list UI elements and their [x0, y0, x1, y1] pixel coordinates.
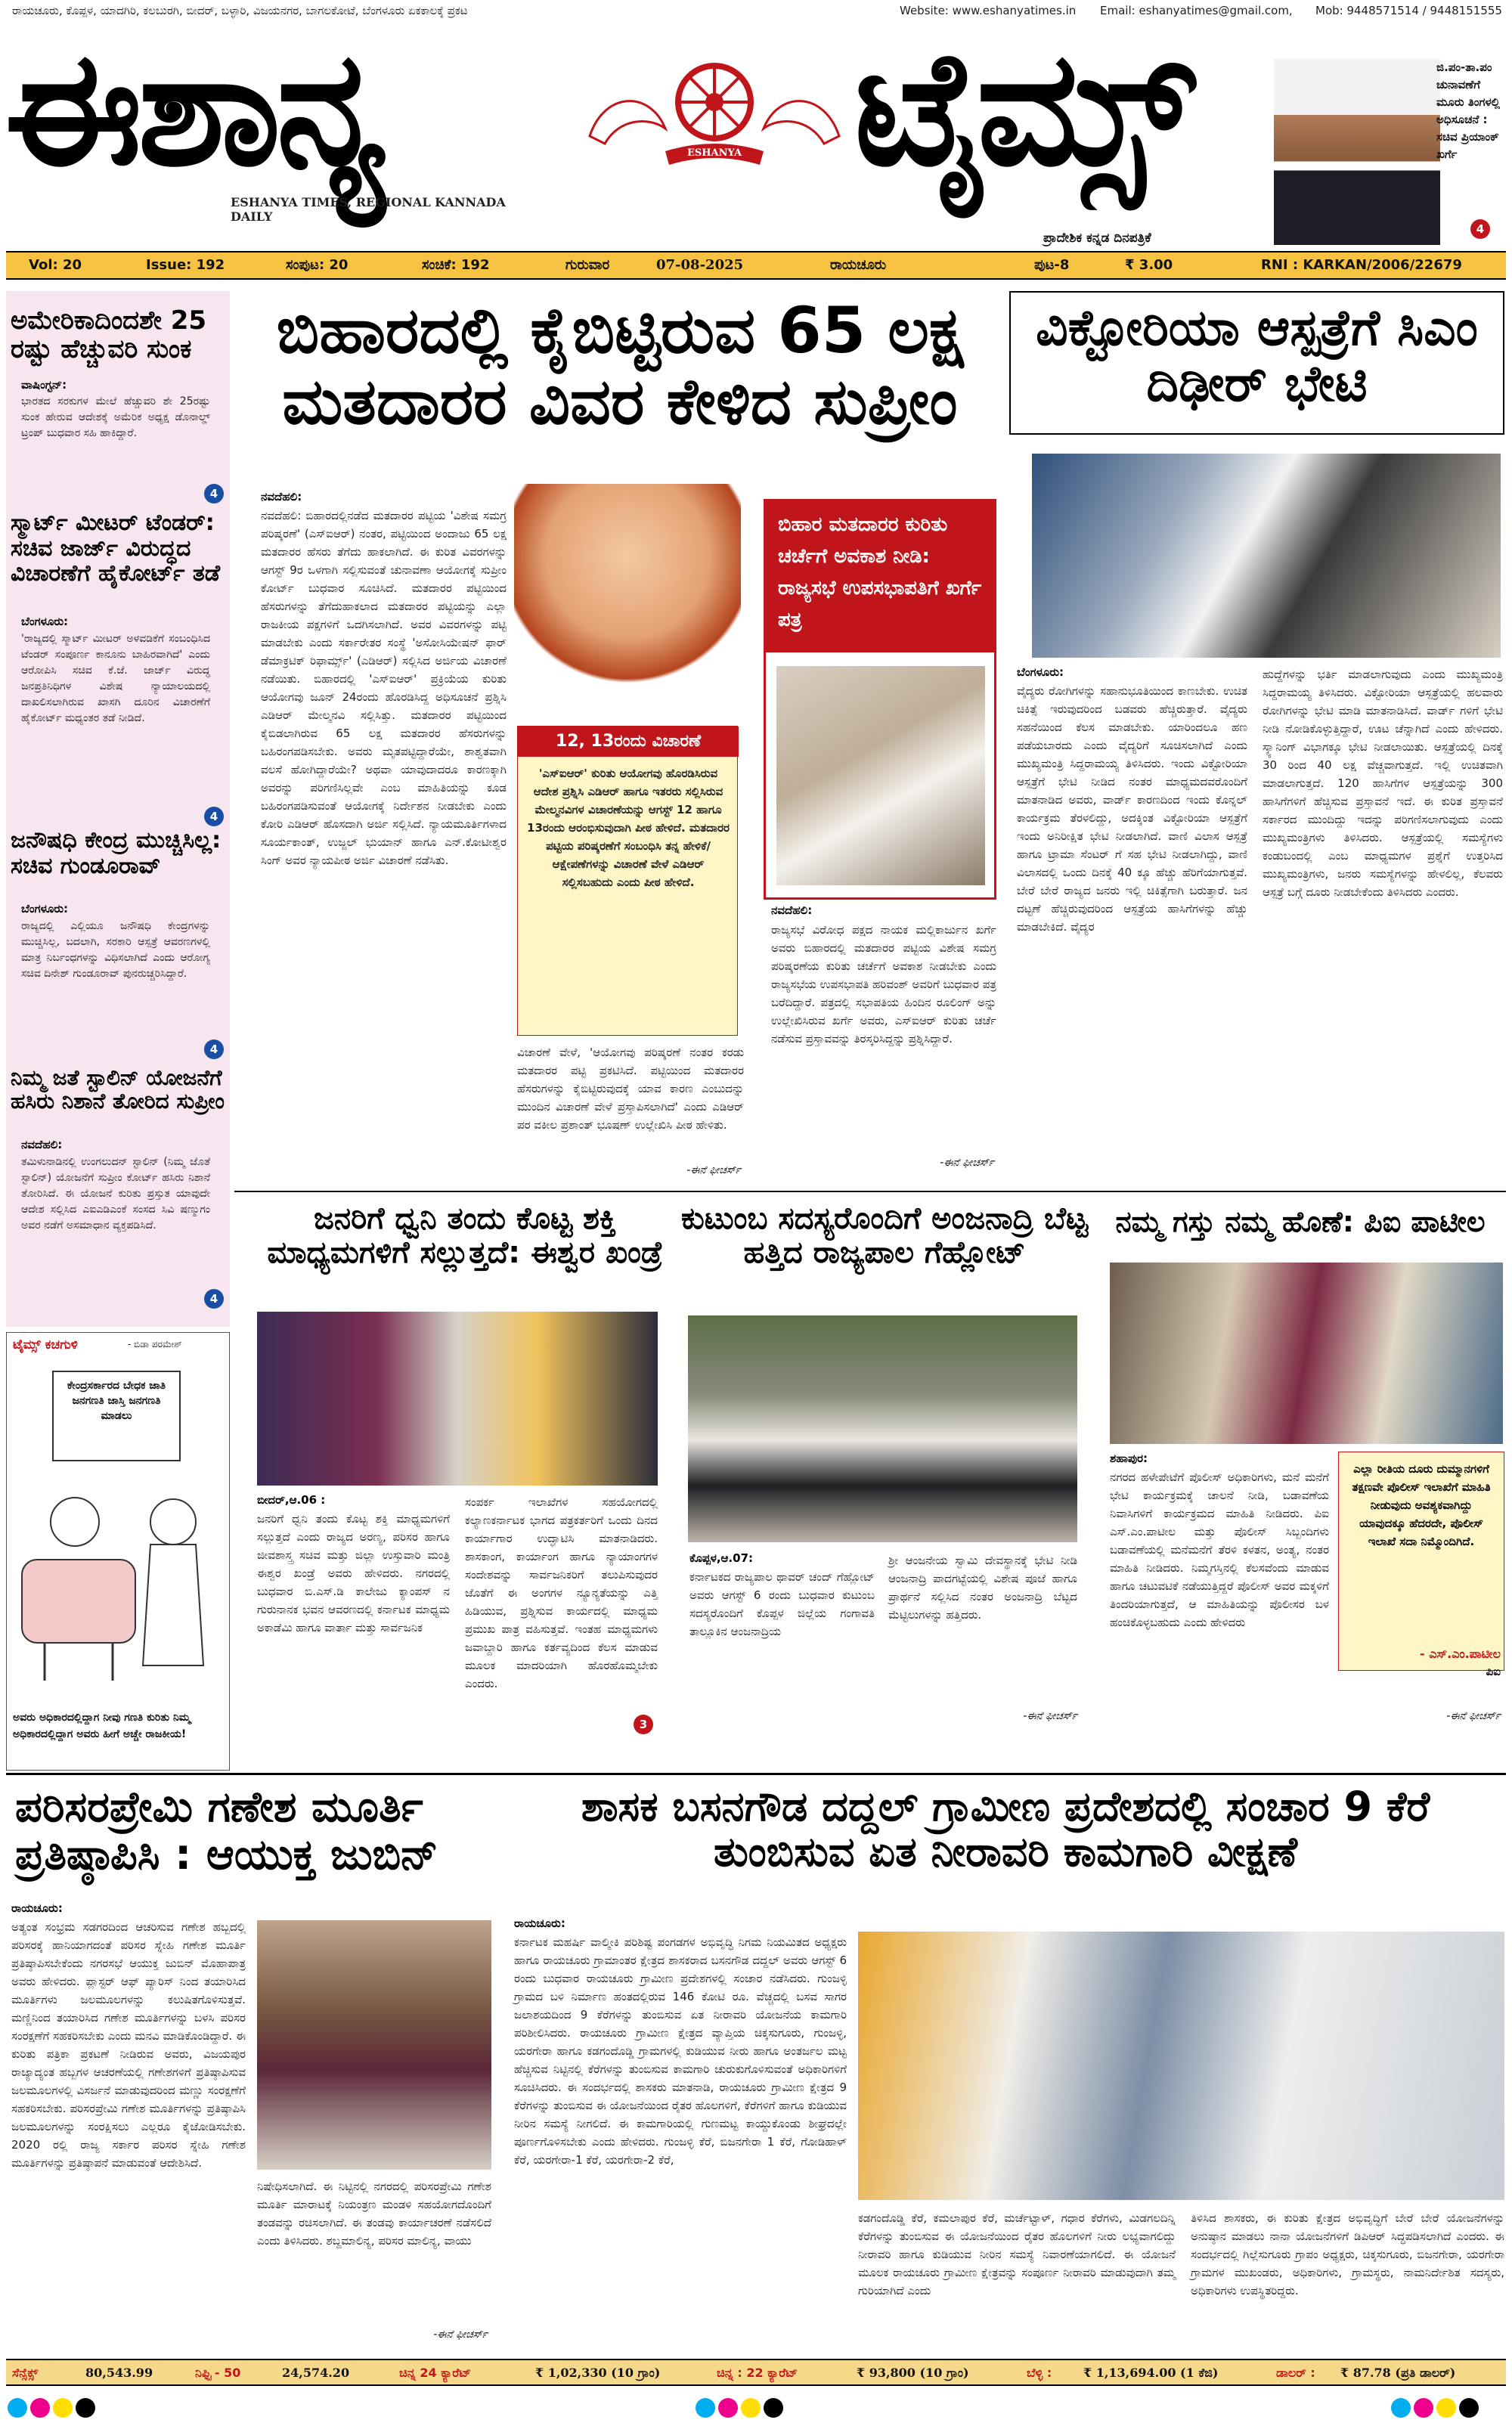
- reg-dot: [718, 2398, 738, 2418]
- info-bar: [6, 251, 1506, 280]
- ticker-value: ₹ 1,13,694.00 (1 ಕೆಜಿ): [1083, 2366, 1219, 2380]
- ganesha-body-bottom: ನಿಷೇಧಿಸಲಾಗಿದೆ. ಈ ನಿಟ್ಟಿನಲ್ಲಿ ನಗರದಲ್ಲಿ ಪರಿಸರಪ್ರೇಮಿ ಗಣೇಶ ಮೂರ್ತಿ ಮಾರಾಟಕ್ಕೆ ನಿಯಂತ್ರಣ ಮಂಡಳಿ ಸಹಯೋಗದೊಂದಿಗೆ ತಂಡವನ್ನು ರಚಿಸಲಾಗಿದೆ. ಈ ತಂಡವು ಕಾರ್ಯಾಚರಣೆ ನಡೆಸಲಿದೆ ಎಂದು ತಿಳಿಸಿದರು. ಶಬ್ದಮಾಲಿನ್ಯ, ಪರಿಸರ ಮಾಲಿನ್ಯ, ವಾಯು: [257, 2180, 491, 2248]
- brief-text: ರಾಜ್ಯದಲ್ಲಿ ಎಲ್ಲಿಯೂ ಜನೌಷಧಿ ಕೇಂದ್ರಗಳನ್ನು ಮುಚ್ಚಿಸಿಲ್ಲ, ಬದಲಾಗಿ, ಸರಕಾರಿ ಆಸ್ಪತ್ರೆ ಆವರಣಗಳಲ್ಲಿ ಮಾತ್ರ ನಿರ್ಬಂಧಗಳನ್ನು ವಿಧಿಸಲಾಗಿದೆ ಎಂದು ಆರೋಗ್ಯ ಸಚಿವ ದಿನೇಶ್ ಗುಂಡೂರಾವ್ ಪುನರುಚ್ಚರಿಸಿದ್ದಾರೆ.: [21, 920, 210, 980]
- brief-page-badge[interactable]: 4: [204, 1289, 224, 1309]
- patrol-dateline: ಶಹಾಪುರ:: [1110, 1452, 1148, 1465]
- cartoon-caption: ಅವರು ಅಧಿಕಾರದಲ್ಲಿದ್ದಾಗ ನೀವು ಗಣತಿ ಕುರಿತು ನಿಮ್ಮ ಅಧಿಕಾರದಲ್ಲಿದ್ದಾಗ ಅವರು ಹೀಗೆ ಅಚ್ಚೇ ರಾಜಕೀಯ!: [13, 1712, 191, 1740]
- info-price: ₹ 3.00: [1125, 257, 1173, 273]
- khandre-headline[interactable]: ಜನರಿಗೆ ಧ್ವನಿ ತಂದು ಕೊಟ್ಟ ಶಕ್ತಿ ಮಾಧ್ಯಮಗಳಿಗೆ ಸಲ್ಲುತ್ತದೆ: ಈಶ್ವರ ಖಂಡ್ರೆ: [267, 1201, 663, 1270]
- ganesha-headline[interactable]: ಪರಿಸರಪ್ರೇಮಿ ಗಣೇಶ ಮೂರ್ತಿ ಪ್ರತಿಷ್ಠಾಪಿಸಿ : ಆಯುಕ್ತ ಜುಬಿನ್: [15, 1783, 438, 1879]
- khandre-body-right: ಸಂಪರ್ಕ ಇಲಾಖೆಗಳ ಸಹಯೋಗದಲ್ಲಿ ಕಲ್ಯಾಣಕರ್ನಾಟಕ ಭಾಗದ ಪತ್ರಕರ್ತರಿಗೆ ಒಂದು ದಿನದ ಕಾರ್ಯಾಗಾರ ಉದ್ಘಾಟಿಸಿ ಮಾತನಾಡಿದರು. ಶಾಸಕಾಂಗ, ಕಾರ್ಯಾಂಗ ಹಾಗೂ ನ್ಯಾಯಾಂಗಗಳ ಸಂದೇಶವನ್ನು ಸಾರ್ವಜನಿಕರಿಗೆ ತಲುಪಿಸುವುದರ ಜೊತೆಗೆ ಈ ಅಂಗಗಳ ನ್ಯೂನ್ಯತೆಯನ್ನು ಎತ್ತಿ ಹಿಡಿಯುವ, ಪ್ರಶ್ನಿಸುವ ಕಾರ್ಯದಲ್ಲಿ ಮಾಧ್ಯಮ ಪ್ರಮುಖ ಪಾತ್ರ ವಹಿಸುತ್ತವೆ. ಇಂತಹ ಮಾಧ್ಯಮಗಳು ಜವಾಬ್ದಾರಿ ಹಾಗೂ ಕರ್ತವ್ಯದಿಂದ ಕೆಲಸ ಮಾಡುವ ಮೂಲಕ ಮಾದರಿಯಾಗಿ ಹೊರಹೊಮ್ಮಬೇಕು ಎಂದರು.: [465, 1495, 658, 1690]
- victoria-headline[interactable]: ವಿಕ್ಟೋರಿಯಾ ಆಸ್ಪತ್ರೆಗೆ ಸಿಎಂ ದಿಢೀರ್ ಭೇಟಿ: [1009, 291, 1504, 435]
- patrol-photo: [1110, 1263, 1503, 1444]
- brief-headline[interactable]: ಅಮೇರಿಕಾದಿಂದಶೇ 25 ರಷ್ಟು ಹೆಚ್ಚುವರಿ ಸುಂಕ: [11, 305, 207, 365]
- commissioner-photo: [257, 1920, 491, 2170]
- brief-page-badge[interactable]: 4: [204, 807, 224, 826]
- market-ticker: [6, 2359, 1506, 2386]
- ticker-label: ಸೆನ್ಸೆಕ್ಸ್: [12, 2366, 39, 2380]
- ticker-value: ₹ 87.78 (ಪ್ರತಿ ಡಾಲರ್): [1340, 2366, 1456, 2380]
- top-email[interactable]: Email: eshanyatimes@gmail.com,: [1100, 4, 1293, 17]
- registration-marks-center: [696, 2398, 809, 2421]
- ear-panel: [1436, 59, 1510, 248]
- patrol-quote-box: [1338, 1452, 1504, 1671]
- info-day: ಗುರುವಾರ: [565, 257, 610, 273]
- reg-dot: [1459, 2398, 1479, 2418]
- patrol-body: ನಗರದ ಹಳೇಪೇಟೆಗೆ ಪೊಲೀಸ್ ಅಧಿಕಾರಿಗಳು, ಮನೆ ಮನೆಗೆ ಭೇಟಿ ಕಾರ್ಯಕ್ರಮಕ್ಕೆ ಚಾಲನೆ ನೀಡಿ, ಬಡಾವಣೆಯ ನಿವಾಸಿಗಳಿಗೆ ಕಾರ್ಯಕ್ರಮದ ಮಾಹಿತಿ ನೀಡಿದರು. ಪಿಐ ಎಸ್.ಎಂ.ಪಾಟೀಲ ಮತ್ತು ಪೊಲೀಸ್ ಸಿಬ್ಬಂದಿಗಳು ಬಡಾವಣೆಯಲ್ಲಿ ಮನೆಮನೆಗೆ ತೆರಳಿ ಕಳತನ, ಅಂತ್ಯ, ನಂತರ ಮಾಹಿತಿ ನೀಡಿದರು. ನಿಮ್ಮಗಸ್ತಿನಲ್ಲಿ ಕೆಲಸವೆಂದು ಮಾಡುವ ಹಾಗೂ ಚಟುವಟಿಕೆ ನಡೆಯುತ್ತಿದ್ದರೆ ಪೊಲೀಸ್ ಅವರ ಮಕ್ಕಳಿಗೆ ತಿಂದರಿಯಾಗುತ್ತದೆ, ಆ ಮಾಹಿತಿಯನ್ನು ಪೊಲೀಸರ ಬಳ ಹಂಚಿಕೊಳ್ಳಬಹುದು ಎಂದು ಹೇಳಿದರು: [1110, 1470, 1329, 1629]
- governor-headline[interactable]: ಕುಟುಂಬ ಸದಸ್ಯರೊಂದಿಗೆ ಅಂಜನಾದ್ರಿ ಬೆಟ್ಟ ಹತ್ತಿದ ರಾಜ್ಯಪಾಲ ಗೆಹ್ಲೋಟ್: [681, 1201, 1088, 1270]
- victoria-photo: [1032, 454, 1501, 658]
- reg-dot: [764, 2398, 783, 2418]
- kharge-photo: [776, 666, 985, 885]
- lead-headline[interactable]: ಬಿಹಾರದಲ್ಲಿ ಕೈಬಿಟ್ಟಿರುವ 65 ಲಕ್ಷ ಮತದಾರರ ವಿವರ ಕೇಳಿದ ಸುಪ್ರೀಂ: [276, 293, 964, 439]
- info-samputa: ಸಂಪುಟ: 20: [286, 257, 349, 273]
- masthead-title-left: ಈಶಾನ್ಯ: [5, 16, 383, 201]
- daddal-body-bottom-right: ತಿಳಿಸಿದ ಶಾಸಕರು, ಈ ಕುರಿತು ಕ್ಷೇತ್ರದ ಅಭಿವೃದ್ಧಿಗೆ ಬೇರೆ ಬೇರೆ ಯೋಜನೆಗಳನ್ನು ಅನುಷ್ಠಾನ ಮಾಡಲು ನಾನಾ ಯೋಜನೆಗಳಿಗೆ ಡಿಪಿಆರ್ ಸಿದ್ಧಪಡಿಸಲಾಗಿದೆ ಎಂದರು. ಈ ಸಂದರ್ಭದಲ್ಲಿ ಗಿಲ್ಲೆಸುಗೂರು ಗ್ರಾಪಂ ಅಧ್ಯಕ್ಷರು, ಚಿಕ್ಕಸುಗೂರು, ಬಿಜನಗೇರಾ, ಯರಗೇರಾ ಗ್ರಾಮಗಳ ಮುಖಂಡರು, ಅಧಿಕಾರಿಗಳು, ಗ್ರಾಮಸ್ಥರು, ನಾಮನಿರ್ದೇಶಿತ ಸದಸ್ಯರು, ಅಧಿಕಾರಿಗಳು ಉಪಸ್ಥಿತರಿದ್ದರು.: [1191, 2211, 1504, 2298]
- ticker-value: ₹ 93,800 (10 ಗ್ರಾಂ): [857, 2366, 969, 2380]
- victoria-body-right: ಹುದ್ದೆಗಳನ್ನು ಭರ್ತಿ ಮಾಡಲಾಗುವುದು ಎಂದು ಮುಖ್ಯಮಂತ್ರಿ ಸಿದ್ದರಾಮಯ್ಯ ತಿಳಿಸಿದರು. ವಿಕ್ಟೋರಿಯಾ ಆಸ್ಪತ್ರೆಯಲ್ಲಿ ಹಲವಾರು ರೋಗಿಗಳನ್ನು ಭೇಟಿ ಮಾಡಿ ಮಾತನಾಡಿಸಿದೆ. ವಾರ್ಡ್ ಗಳಿಗೆ ಭೇಟಿ ನೀಡಿ ನೋಡಿಕೊಳ್ಳುತ್ತಿದ್ದಾರೆ, ಊಟ ಚೆನ್ನಾಗಿದೆ ಎಂದು ಹೇಳಿದರು. ಸ್ಕ್ಯಾನಿಂಗ್ ವಿಭಾಗಕ್ಕೂ ಭೇಟಿ ನೀಡಲಾಯಿತು. ಆಸ್ಪತ್ರೆಯಲ್ಲಿ ದಿನಕ್ಕೆ 30 ರಿಂದ 40 ಲಕ್ಷ ವೆಚ್ಚವಾಗುತ್ತದೆ. ಇಲ್ಲಿ ಉಚಿತವಾಗಿ ಮಾಡಲಾಗುತ್ತದೆ. 120 ಹಾಸಿಗೆಗಳ ಆಸ್ಪತ್ರೆಯನ್ನು 300 ಹಾಸಿಗೆಗಳಿಗೆ ಹೆಚ್ಚಿಸುವ ಪ್ರಸ್ತಾವನೆ ಇದೆ. ಈ ಕುರಿತ ಪ್ರಸ್ತಾವನೆ ಸರ್ಕಾರದ ಮುಂದಿದ್ದು ಇದನ್ನು ಪರಿಗಣಿಸಲಾಗುವುದು ಎಂದು ಮುಖ್ಯಮಂತ್ರಿಗಳು ತಿಳಿಸಿದರು. ಆಸ್ಪತ್ರೆಯಲ್ಲಿ ಸಮಸ್ಯೆಗಳು ಕಂಡುಬಂದಲ್ಲಿ ಎಂಬ ಮಾಧ್ಯಮಗಳ ಪ್ರಶ್ನೆಗೆ ಉತ್ತರಿಸಿದ ಮುಖ್ಯಮಂತ್ರಿಗಳು, ಜನರು ಸಮಸ್ಯೆಗಳನ್ನು ಹೇಳಲಿಲ್ಲ, ಕೆಲವರು ಆಸ್ಪತ್ರೆ ಬಗ್ಗೆ ದೂರು ನೀಡಬೇಕೆಂದು ತಿಳಿಸಿದರು ಎಂದರು.: [1263, 668, 1503, 899]
- ganesha-body-top: ಅತ್ಯಂತ ಸಂಭ್ರಮ ಸಡಗರದಿಂದ ಆಚರಿಸುವ ಗಣೇಶ ಹಬ್ಬದಲ್ಲಿ ಪರಿಸರಕ್ಕೆ ಹಾನಿಯಾಗದಂತೆ ಪರಿಸರ ಸ್ನೇಹಿ ಗಣೇಶ ಮೂರ್ತಿ ಪ್ರತಿಷ್ಠಾಪಿಸಬೇಕೆಂದು ನಗರಸಭೆ ಆಯುಕ್ತ ಜುಬಿನ್ ಮೊಹಾಪಾತ್ರ ಅವರು ಹೇಳಿದರು. ಪ್ಲಾಸ್ಟರ್ ಆಫ್ ಪ್ಯಾರಿಸ್ ನಿಂದ ತಯಾರಿಸಿದ ಮೂರ್ತಿಗಳು ಜಲಮೂಲಗಳನ್ನು ಕಲುಷಿತಗೊಳಿಸುತ್ತವೆ. ಮಣ್ಣಿನಿಂದ ತಯಾರಿಸಿದ ಗಣೇಶ ಮೂರ್ತಿಗಳನ್ನು ಬಳಸಿ ಪರಿಸರ ಸಂರಕ್ಷಣೆಗೆ ಸಹಕರಿಸಬೇಕು ಎಂದು ಮನವಿ ಮಾಡಿಕೊಂಡಿದ್ದಾರೆ. ಈ ಕುರಿತು ಪತ್ರಿಕಾ ಪ್ರಕಟಣೆ ನೀಡಿರುವ ಅವರು, ವಿಜಯಪುರ ರಾಜ್ಯಾದ್ಯಂತ ಹಬ್ಬಗಳ ಆಚರಣೆಯಲ್ಲಿ ಗಣೇಶಗಳಿಗೆ ಪ್ರತಿಷ್ಠಾಪಿಸುವ ಜಲಮೂಲಗಳಲ್ಲಿ ವಿಸರ್ಜನೆ ಮಾಡುವುದರಿಂದ ಮಣ್ಣು ಸಂರಕ್ಷಣೆಗೆ ಸಹಕರಿಸಬೇಕು. ಪರಿಸರಪ್ರೇಮಿ ಗಣೇಶ ಮೂರ್ತಿಗಳನ್ನು ಪ್ರತಿಷ್ಠಾಪಿಸಿ ಜಲಮೂಲಗಳನ್ನು ಸಂರಕ್ಷಿಸಲು ಎಲ್ಲರೂ ಕೈಜೋಡಿಸಬೇಕು. 2020 ರಲ್ಲಿ ರಾಜ್ಯ ಸರ್ಕಾರ ಪರಿಸರ ಸ್ನೇಹಿ ಗಣೇಶ ಮೂರ್ತಿಗಳನ್ನು ಪ್ರತಿಷ್ಠಾಪನೆ ಮಾಡುವಂತೆ ಆದೇಶಿಸಿದೆ.: [11, 1920, 246, 2170]
- patrol-quote-by: - ಎಸ್.ಎಂ.ಪಾಟೀಲ: [1419, 1647, 1501, 1661]
- cartoon-board: [52, 1371, 181, 1461]
- reg-dot: [1391, 2398, 1411, 2418]
- ticker-label: ಬೆಳ್ಳಿ :: [1027, 2366, 1052, 2380]
- divider: [234, 1191, 1506, 1192]
- kharge-body: ರಾಜ್ಯಸಭೆ ವಿರೋಧ ಪಕ್ಷದ ನಾಯಕ ಮಲ್ಲಿಕಾರ್ಜುನ ಖರ್ಗೆ ಅವರು ಬಿಹಾರದಲ್ಲಿ ಮತದಾರರ ಪಟ್ಟಿಯ ವಿಶೇಷ ಸಮಗ್ರ ಪರಿಷ್ಕರಣೆಯ ಕುರಿತು ಚರ್ಚೆಗೆ ಅವಕಾಶ ನೀಡಬೇಕು ಎಂದು ರಾಜ್ಯಸಭೆಯ ಉಪಸಭಾಪತಿ ಹರಿವಂಶ್ ಅವರಿಗೆ ಬುಧವಾರ ಪತ್ರ ಬರೆದಿದ್ದಾರೆ. ಪತ್ರದಲ್ಲಿ ಸಭಾಪತಿಯ ಹಿಂದಿನ ರೂಲಿಂಗ್ ಅನ್ನು ಉಲ್ಲೇಖಿಸಿರುವ ಖರ್ಗೆ ಅವರು, ಎಸ್ಐಆರ್ ಕುರಿತು ಚರ್ಚೆ ನಡೆಸುವ ಪ್ರಸ್ತಾವವನ್ನು ತಿರಸ್ಕರಿಸಿದ್ದನ್ನು ಪ್ರಶ್ನಿಸಿದ್ದಾರೆ.: [771, 923, 996, 1046]
- lead-continued: ವಿಚಾರಣೆ ವೇಳೆ, 'ಆಯೋಗವು ಪರಿಷ್ಕರಣೆ ನಂತರ ಕರಡು ಮತದಾರರ ಪಟ್ಟಿ ಪ್ರಕಟಿಸಿದೆ. ಪಟ್ಟಿಯಿಂದ ಮತದಾರರ ಹೆಸರುಗಳನ್ನು ಕೈಬಿಟ್ಟಿರುವುದಕ್ಕೆ ಯಾವ ಕಾರಣ ಎಂಬುದನ್ನು ಮುಂದಿನ ವಿಚಾರಣೆ ವೇಳೆ ಪ್ರಸ್ತಾಪಿಸಲಾಗಿದೆ' ಎಂದು ಎಡಿಆರ್ ಪರ ವಕೀಲ ಪ್ರಶಾಂತ್ ಭೂಷಣ್ ಉಲ್ಲೇಖಿಸಿ ಪೀಠ ಹೇಳಿತು.: [517, 1046, 744, 1132]
- brief-headline[interactable]: ನಿಮ್ಮ ಜತೆ ಸ್ಟಾಲಿನ್ ಯೋಜನೆಗೆ ಹಸಿರು ನಿಶಾನೆ ತೋರಿದ ಸುಪ್ರೀಂ: [11, 1065, 225, 1114]
- lead-dateline: ನವದೆಹಲಿ:: [261, 490, 302, 504]
- masthead-emblem: [582, 45, 847, 178]
- khandre-body-left: ಜನರಿಗೆ ಧ್ವನಿ ತಂದು ಕೊಟ್ಟ ಶಕ್ತಿ ಮಾಧ್ಯಮಗಳಿಗೆ ಸಲ್ಲುತ್ತದೆ ಎಂದು ರಾಜ್ಯದ ಅರಣ್ಯ, ಪರಿಸರ ಹಾಗೂ ಜೀವಶಾಸ್ತ್ರ ಸಚಿವ ಮತ್ತು ಜಿಲ್ಲಾ ಉಸ್ತುವಾರಿ ಮಂತ್ರಿ ಈಶ್ವರ ಖಂಡ್ರೆ ಅವರು ಹೇಳಿದರು. ನಗರದಲ್ಲಿ ಬುಧವಾರ ಬಿ.ಎಸ್.ಡಿ ಕಾಲೇಜು ಕ್ಯಾಂಪಸ್ ನ ಗುರುನಾನಕ ಭವನ ಆವರಣದಲ್ಲಿ ಕರ್ನಾಟಕ ಮಾಧ್ಯಮ ಅಕಾಡೆಮಿ ಹಾಗೂ ವಾರ್ತಾ ಮತ್ತು ಸಾರ್ವಜನಿಕ: [257, 1512, 450, 1634]
- inset-text: 'ಎಸ್ಐಆರ್' ಕುರಿತು ಆಯೋಗವು ಹೊರಡಿಸಿರುವ ಆದೇಶ ಪ್ರಶ್ನಿಸಿ ಎಡಿಆರ್ ಹಾಗೂ ಇತರರು ಸಲ್ಲಿಸಿರುವ ಮೇಲ್ಮನವಿಗಳ ವಿಚಾರಣೆಯನ್ನು ಆಗಸ್ಟ್ 12 ಹಾಗೂ 13ರಂದು ಆರಂಭಿಸುವುದಾಗಿ ಪೀಠ ಹೇಳಿದೆ. ಮತದಾರರ ಪಟ್ಟಿಯ ಪರಿಷ್ಕರಣೆಗೆ ಸಂಬಂಧಿಸಿ ತನ್ನ ಹೇಳಿಕೆ/ಆಕ್ಷೇಪಣೆಗಳನ್ನು ವಿಚಾರಣೆ ವೇಳೆ ಎಡಿಆರ್ ಸಲ್ಲಿಸಬಹುದು ಎಂದು ಪೀಠ ಹೇಳಿದೆ.: [527, 767, 730, 889]
- kharge-box: [764, 499, 996, 900]
- kharge-dateline: ನವದೆಹಲಿ:: [771, 903, 813, 917]
- ganesha-byline: -ಈನೆ ಫೀಚರ್ಸ್: [433, 2328, 488, 2341]
- cartoon-drawing: [14, 1469, 223, 1688]
- reg-dot: [53, 2398, 73, 2418]
- governor-photo: [688, 1315, 1077, 1542]
- khandre-photo: [257, 1312, 658, 1486]
- brief-headline[interactable]: ಸ್ಮಾರ್ಟ್ ಮೀಟರ್ ಟೆಂಡರ್: ಸಚಿವ ಜಾರ್ಜ್ ವಿರುದ್ಧದ ವಿಚಾರಣೆಗೆ ಹೈಕೋರ್ಟ್ ತಡೆ: [11, 510, 221, 587]
- cartoon-title: ಟೈಮ್ಸ್ ಕಚಗುಳಿ: [13, 1337, 78, 1352]
- brief-dateline: ಬೆಂಗಳೂರು:: [21, 615, 69, 628]
- lead-byline: -ಈನೆ ಫೀಚರ್ಸ್: [686, 1164, 741, 1176]
- cartoon-box: [6, 1332, 230, 1771]
- kharge-byline: -ಈನೆ ಫೀಚರ್ಸ್: [940, 1157, 994, 1169]
- left-briefs-column: [6, 291, 230, 1327]
- victoria-body-left: ವೈದ್ಯರು ರೋಗಿಗಳನ್ನು ಸಹಾನುಭೂತಿಯಿಂದ ಕಾಣಬೇಕು. ಉಚಿತ ಚಿಕಿತ್ಸೆ ಇರುವುದರಿಂದ ಬಡವರು ಹೆಚ್ಚಿರುತ್ತಾರೆ. ವೈದ್ಯರು ಸಹನೆಯಿಂದ ಕೆಲಸ ಮಾಡಬೇಕು. ಯಾರಿಂದಲೂ ಹಣ ಪಡೆಯಬಾರದು ಎಂದು ವೈದ್ಯರಿಗೆ ಸೂಚಿಸಲಾಗಿದೆ ಎಂದು ಮುಖ್ಯಮಂತ್ರಿ ಸಿದ್ದರಾಮಯ್ಯ ತಿಳಿಸಿದರು. ಇಂದು ವಿಕ್ಟೋರಿಯಾ ಆಸ್ಪತ್ರೆಗೆ ಭೇಟಿ ನೀಡಿದ ನಂತರ ಮಾಧ್ಯಮದವರೊಂದಿಗೆ ಮಾತನಾಡಿದ ಅವರು, ವಾರ್ಡ್ ಕಾರಣದಿಂದ ಇಂದು ಕೊನ್ನಲ್ ಕಾರ್ಯಕ್ರಮ ತೆರಳಲಿದ್ದು, ಅದಕ್ಕಿಂತ ವಿಕ್ಟೋರಿಯಾ ಆಸ್ಪತ್ರೆಗೆ ಇಂದು ಅನಿರೀಕ್ಷಿತ ಭೇಟಿ ನೀಡಲಾಗಿದೆ. ವಾಣಿ ವಿಲಾಸ ಆಸ್ಪತ್ರೆ ಹಾಗೂ ಟ್ರಾಮಾ ಸೆಂಟರ್ ಗೆ ಸಹ ಭೇಟಿ ನೀಡಲಾಗಿದ್ದು, ವಾಣಿ ವಿಲಾಸದಲ್ಲಿ ಒಂದು ದಿನಕ್ಕೆ 40 ಕ್ಕೂ ಹೆಚ್ಚು ಹೆರಿಗೆಯಾಗುತ್ತವೆ. ಬೇರೆ ಬೇರೆ ರಾಜ್ಯದ ಜನರು ಇಲ್ಲಿ ಚಿಕಿತ್ಸೆಗಾಗಿ ಬರುತ್ತಾರೆ. ಜನ ದಟ್ಟಣೆ ಹೆಚ್ಚಿರುವುದರಿಂದ ಆಸ್ಪತ್ರೆಯ ಹಾಸಿಗೆಗಳನ್ನು ಹೆಚ್ಚು ಮಾಡಬೇಕಿದೆ. ವೈದ್ಯರ: [1017, 684, 1247, 934]
- reg-dot: [30, 2398, 50, 2418]
- ticker-label: ಡಾಲರ್ :: [1276, 2366, 1315, 2380]
- patrol-quote: ಎಲ್ಲಾ ರೀತಿಯ ದೂರು ದುಮ್ಮಾನಗಳಿಗೆ ತಕ್ಷಣವೇ ಪೊಲೀಸ್ ಇಲಾಖೆಗೆ ಮಾಹಿತಿ ನೀಡುವುದು ಅವಶ್ಯಕವಾಗಿದ್ದು ಯಾವುದಕ್ಕೂ ಹೆದರದೇ, ಪೊಲೀಸ್ ಇಲಾಖೆ ಸದಾ ನಿಮ್ಮೊಂದಿಗಿದೆ.: [1352, 1462, 1491, 1548]
- brief-text: ಭಾರತದ ಸರಕುಗಳ ಮೇಲೆ ಹೆಚ್ಚುವರಿ ಶೇ 25ರಷ್ಟು ಸುಂಕ ಹೇರುವ ಆದೇಶಕ್ಕೆ ಅಮೆರಿಕ ಅಧ್ಯಕ್ಷ ಡೊನಾಲ್ಡ್ ಟ್ರಂಪ್ ಬುಧವಾರ ಸಹಿ ಹಾಕಿದ್ದಾರೆ.: [21, 395, 210, 439]
- divider: [6, 1773, 1506, 1775]
- minister-portrait: [1274, 59, 1440, 245]
- info-place: ರಾಯಚೂರು: [830, 257, 887, 273]
- reg-dot: [741, 2398, 761, 2418]
- brief-dateline: ಬೆಂಗಳೂರು:: [21, 902, 69, 916]
- brief-headline[interactable]: ಜನೌಷಧಿ ಕೇಂದ್ರ ಮುಚ್ಚಿಸಿಲ್ಲ: ಸಚಿವ ಗುಂಡೂರಾವ್: [11, 827, 222, 879]
- brief-text: ತಮಿಳುನಾಡಿನಲ್ಲಿ ಉಂಗಲುದನ್ ಸ್ಟಾಲಿನ್ (ನಿಮ್ಮ ಜೊತೆ ಸ್ಟಾಲಿನ್) ಯೋಜನೆಗೆ ಸುಪ್ರೀಂ ಕೋರ್ಟ್ ಹಸಿರು ನಿಶಾನೆ ತೋರಿಸಿದೆ. ಈ ಯೋಜನೆ ಕುರಿತು ಪ್ರಸ್ತುತ ಯಾವುದೇ ಆದೇಶ ಸಲ್ಲಿಸಿದ ಎಐಎಡಿಎಂಕೆ ಸಂಸದ ಸಿವಿ ಷಣ್ಮುಗಂ ಅವರ ನಡೆಗೆ ಅಸಮಾಧಾನ ವ್ಯಕ್ತಪಡಿಸಿದೆ.: [21, 1156, 210, 1232]
- info-vol: Vol: 20: [29, 257, 82, 273]
- ear-line: ಅಧಿಸೂಚನೆ :: [1436, 113, 1488, 126]
- governor-dateline: ಕೊಪ್ಪಳ,ಆ.07:: [689, 1551, 754, 1565]
- governor-body-right: ಶ್ರೀ ಆಂಜನೇಯ ಸ್ವಾಮಿ ದೇವಸ್ಥಾನಕ್ಕೆ ಭೇಟಿ ನೀಡಿ ಆಂಜನಾದ್ರಿ ಪಾದಗಟ್ಟೆಯಲ್ಲಿ ವಿಶೇಷ ಪೂಜೆ ಹಾಗೂ ಪ್ರಾರ್ಥನೆ ಸಲ್ಲಿಸಿದ ನಂತರ ಅಂಜನಾದ್ರಿ ಬೆಟ್ಟದ ಮೆಟ್ಟಿಲುಗಳನ್ನು ಹತ್ತಿದರು.: [888, 1554, 1077, 1622]
- lead-body: ನವದೆಹಲಿ: ಬಿಹಾರದಲ್ಲಿನಡೆದ ಮತದಾರರ ಪಟ್ಟಿಯ 'ವಿಶೇಷ ಸಮಗ್ರ ಪರಿಷ್ಕರಣೆ' (ಎಸ್ಐಆರ್) ನಂತರ, ಪಟ್ಟಿಯಿಂದ ಅಂದಾಜು 65 ಲಕ್ಷ ಮತದಾರರ ಹೆಸರು ತೆಗೆದು ಹಾಕಲಾಗಿದೆ. ಈ ಕುರಿತ ವಿವರಗಳನ್ನು ಆಗಸ್ಟ್ 9ರ ಒಳಗಾಗಿ ಸಲ್ಲಿಸುವಂತೆ ಚುನಾವಣಾ ಆಯೋಗಕ್ಕೆ ಸುಪ್ರೀಂ ಕೋರ್ಟ್ ಬುಧವಾರ ಸೂಚಿಸಿದೆ. ಮತದಾರರ ಪಟ್ಟಿಯಿಂದ ಹೆಸರುಗಳನ್ನು ತೆಗೆದುಹಾಕಲಾದ ಮತದಾರರ ಪಟ್ಟಿಯನ್ನು ಎಲ್ಲಾ ರಾಜಕೀಯ ಪಕ್ಷಗಳಿಗೆ ಒದಗಿಸಲಾಗಿದೆ. ಅವರ ವಿವರಗಳನ್ನು ಪಟ್ಟಿ ಮಾಡಬೇಕು ಎಂದು ಸರ್ಕಾರೇತರ ಸಂಸ್ಥೆ 'ಅಸೋಸಿಯೇಷನ್ ಫಾರ್ ಡೆಮಾಕ್ರಟಿಕ್ ರಿಫಾರ್ಮ್ಸ್' (ಎಡಿಆರ್) ಸಲ್ಲಿಸಿದ ಅರ್ಜಿಯ ವಿಚಾರಣೆ ನಡೆಯಿತು. ಬಿಹಾರದಲ್ಲಿ 'ಎಸ್ಐಆರ್' ಪ್ರಕ್ರಿಯೆಯ ಕುರಿತು ಆಯೋಗವು ಜೂನ್ 24ರಂದು ಹೊರಡಿಸಿದ್ದ ಅಧಿಸೂಚನೆ ಪ್ರಶ್ನಿಸಿ ಎಡಿಆರ್ ಮೇಲ್ಮನವಿ ಸಲ್ಲಿಸಿತ್ತು. ಮತದಾರರ ಪಟ್ಟಿಯಿಂದ ಕೈಬಿಡಲಾಗಿರುವ 65 ಲಕ್ಷ ಮತದಾರರ ಹೆಸರುಗಳನ್ನು ಬಹಿರಂಗಪಡಿಸಬೇಕು. ಅವರು ಮೃತಪಟ್ಟಿದ್ದಾರೆಯೇ, ಶಾಶ್ವತವಾಗಿ ವಲಸೆ ಹೋಗಿದ್ದಾರೆಯೇ? ಅಥವಾ ಯಾವುದಾದರೂ ಕಾರಣಕ್ಕಾಗಿ ಅವರನ್ನು ಪರಿಗಣಿಸಿಲ್ಲವೇ ಎಂಬ ಮಾಹಿತಿಯನ್ನು ಕೂಡ ಬಹಿರಂಗಪಡಿಸುವಂತೆ ಆಯೋಗಕ್ಕೆ ನಿರ್ದೇಶನ ನೀಡಬೇಕು ಎಂದು ಕೋರಿ ಎಡಿಆರ್ ಹೊಸದಾಗಿ ಅರ್ಜಿ ಸಲ್ಲಿಸಿದೆ. ನ್ಯಾಯಮೂರ್ತಿಗಳಾದ ಸೂರ್ಯಕಾಂತ್, ಉಜ್ಜಲ್ ಭುಯಾನ್ ಹಾಗೂ ಎನ್.ಕೋಟೀಶ್ವರ ಸಿಂಗ್ ಅವರ ನ್ಯಾಯಪೀಠ ಅರ್ಜಿ ವಿಚಾರಣೆ ನಡೆಸಿತು.: [261, 509, 507, 867]
- khandre-page-badge[interactable]: 3: [634, 1715, 653, 1734]
- ticker-value: 80,543.99: [85, 2366, 153, 2380]
- registration-marks-right: [1391, 2398, 1504, 2421]
- info-sanchike: ಸಂಚಿಕೆ: 192: [422, 257, 490, 273]
- cartoon-credit: - ಬಿಡಾ ಪರಮೇಶ್: [128, 1339, 182, 1349]
- inset-title: 12, 13ರಂದು ವಿಚಾರಣೆ: [518, 727, 739, 757]
- ear-line: ಜಿ.ಪಂ-ತಾ.ಪಂ: [1436, 60, 1492, 74]
- victoria-dateline: ಬೆಂಗಳೂರು:: [1017, 665, 1064, 679]
- reg-dot: [696, 2398, 715, 2418]
- ganesha-dateline: ರಾಯಚೂರು:: [11, 1901, 63, 1915]
- brief-dateline: ನವದೆಹಲಿ:: [21, 1138, 63, 1151]
- brief-page-badge[interactable]: 4: [204, 484, 224, 504]
- lead-inset-box: [517, 726, 738, 1036]
- reg-dot: [1414, 2398, 1433, 2418]
- kharge-headline[interactable]: ಬಿಹಾರ ಮತದಾರರ ಕುರಿತು ಚರ್ಚೆಗೆ ಅವಕಾಶ ನೀಡಿ: ರಾಜ್ಯಸಭೆ ಉಪಸಭಾಪತಿಗೆ ಖರ್ಗೆ ಪತ್ರ: [766, 501, 994, 652]
- cartoon-board-text: ಕೇಂದ್ರಸರ್ಕಾರದ ಬೇಧಕ ಜಾತಿ ಜನಗಣತಿ ಜಾಸ್ತಿ ಜನಗಣತಿ ಮಾಡಲು: [67, 1380, 166, 1422]
- english-tagline: ESHANYA TIMES, REGIONAL KANNADA DAILY: [231, 195, 506, 224]
- daddal-photo: [858, 1932, 1504, 2200]
- daddal-body-bottom-left: ಕಡಗಂದೊಡ್ಡಿ ಕೆರೆ, ಕಮಲಾಪುರ ಕೆರೆ, ಮರ್ಚೆಟ್ಟಾಳ್, ಗಧಾರ ಕೆರೆಗಳು, ಮಿಡಗಲದಿನ್ನಿ ಕೆರೆಗಳನ್ನು ತುಂಬಿಸುವ ಈ ಯೋಜನೆಯಿಂದ ರೈತರ ಹೊಲಗಳಿಗೆ ನೀರು ಲಭ್ಯವಾಗಲಿದ್ದು ನೀರಾವರಿ ಹಾಗೂ ಕುಡಿಯುವ ನೀರಿನ ಸಮಸ್ಯೆ ನಿವಾರಣೆಯಾಗಲಿದೆ. ಈ ಯೋಜನೆ ಮೂಲಕ ರಾಯಚೂರು ಗ್ರಾಮೀಣ ಕ್ಷೇತ್ರವನ್ನು ಸಂಪೂರ್ಣ ನೀರಾವರಿ ಮಾಡುವುದಾಗಿ ತಮ್ಮ ಗುರಿಯಾಗಿದೆ ಎಂದು: [858, 2211, 1176, 2298]
- info-issue: Issue: 192: [146, 257, 225, 273]
- ticker-value: 24,574.20: [282, 2366, 350, 2380]
- info-rni: RNI : KARKAN/2006/22679: [1261, 257, 1462, 273]
- reg-dot: [1436, 2398, 1456, 2418]
- reg-dot: [76, 2398, 95, 2418]
- brief-text: 'ರಾಜ್ಯದಲ್ಲಿ ಸ್ಮಾರ್ಟ್ ಮೀಟರ್ ಅಳವಡಿಕೆಗೆ ಸಂಬಂಧಿಸಿದ ಟೆಂಡರ್ ಸಂಪೂರ್ಣ ಕಾನೂನು ಬಾಹಿರವಾಗಿದೆ' ಎಂದು ಆರೋಪಿಸಿ ಸಚಿವ ಕೆ.ಜೆ. ಜಾರ್ಜ್ ವಿರುದ್ಧ ಜನಪ್ರತಿನಿಧಿಗಳ ವಿಶೇಷ ನ್ಯಾಯಾಲಯದಲ್ಲಿ ದಾಖಲಿಸಲಾಗಿರುವ ಖಾಸಗಿ ದೂರಿನ ವಿಚಾರಣೆಗೆ ಹೈಕೋರ್ಟ್ ಮಧ್ಯಂತರ ತಡೆ ನೀಡಿದೆ.: [21, 633, 210, 724]
- emblem-caption: ESHANYA TIMES: [686, 147, 742, 170]
- top-website[interactable]: Website: www.eshanyatimes.in: [900, 4, 1077, 17]
- governor-byline: -ಈನೆ ಫೀಚರ್ಸ್: [1023, 1710, 1077, 1722]
- ticker-label: ಚಿನ್ನ : 22 ಕ್ಯಾರೆಟ್: [717, 2366, 798, 2380]
- governor-body-left: ಕರ್ನಾಟಕದ ರಾಜ್ಯಪಾಲ ಥಾವರ್ ಚಂದ್ ಗೆಹ್ಲೋಟ್ ಅವರು ಆಗಸ್ಟ್ 6 ರಂದು ಬುಧವಾರ ಕುಟುಂಬ ಸದಸ್ಯರೊಂದಿಗೆ ಕೊಪ್ಪಳ ಜಿಲ್ಲೆಯ ಗಂಗಾವತಿ ತಾಲ್ಲೂಕಿನ ಆಂಜನಾದ್ರಿಯ: [689, 1570, 875, 1638]
- daddal-dateline: ರಾಯಚೂರು:: [514, 1916, 565, 1930]
- ear-line: ಚುನಾವಣೆಗೆ: [1436, 78, 1480, 91]
- top-mobile: Mob: 9448571514 / 9448151555: [1315, 4, 1502, 17]
- ear-line: ಖರ್ಗೆ: [1436, 147, 1458, 161]
- ticker-label: ಚಿನ್ನ 24 ಕ್ಯಾರೆಟ್: [399, 2366, 472, 2380]
- ear-line: ಮೂರು ತಿಂಗಳಲ್ಲಿ: [1436, 95, 1500, 109]
- info-pages: ಪುಟ-8: [1034, 257, 1070, 273]
- ticker-value: ₹ 1,02,330 (10 ಗ್ರಾಂ): [535, 2366, 661, 2380]
- brief-page-badge[interactable]: 4: [204, 1040, 224, 1059]
- info-date: 07-08-2025: [656, 257, 744, 273]
- khandre-dateline: ಬೀದರ್,ಆ.06 :: [257, 1493, 326, 1507]
- patrol-headline[interactable]: ನಮ್ಮ ಗಸ್ತು ನಮ್ಮ ಹೊಣೆ: ಪಿಐ ಪಾಟೀಲ: [1115, 1205, 1486, 1238]
- registration-marks-left: [8, 2398, 121, 2421]
- ear-line: ಸಚಿವ ಪ್ರಿಯಾಂಕ್: [1436, 130, 1499, 144]
- reg-dot: [8, 2398, 27, 2418]
- kannada-tagline: ಪ್ರಾದೇಶಿಕ ಕನ್ನಡ ದಿನಪತ್ರಿಕೆ: [1043, 231, 1151, 246]
- daddal-headline[interactable]: ಶಾಸಕ ಬಸನಗೌಡ ದದ್ದಲ್ ಗ್ರಾಮೀಣ ಪ್ರದೇಶದಲ್ಲಿ ಸಂಚಾರ 9 ಕೆರೆ ತುಂಬಿಸುವ ಏತ ನೀರಾವರಿ ಕಾಮಗಾರಿ ವೀಕ್ಷಣೆ: [581, 1783, 1430, 1876]
- top-regions: ರಾಯಚೂರು, ಕೊಪ್ಪಳ, ಯಾದಗಿರಿ, ಕಲಬುರಗಿ, ಬೀದರ್, ಬಳ್ಳಾರಿ, ವಿಜಯನಗರ, ಬಾಗಲಕೋಟೆ, ಬೆಂಗಳೂರು ಏಕಕಾಲಕ್ಕೆ ಪ್ರಕಟ: [12, 4, 468, 17]
- masthead-title-right: ಟೈಮ್ಸ್: [854, 16, 1190, 201]
- patrol-quote-role: ಪಿಐ: [1486, 1665, 1501, 1678]
- ear-page-badge[interactable]: 4: [1470, 219, 1490, 239]
- ticker-label: ನಿಫ್ಟಿ - 50: [195, 2366, 241, 2380]
- patrol-byline: -ಈನೆ ಫೀಚರ್ಸ್: [1446, 1710, 1501, 1722]
- brief-dateline: ವಾಷಿಂಗ್ಟನ್:: [21, 378, 67, 392]
- daddal-body-top: ಕರ್ನಾಟಕ ಮಹರ್ಷಿ ವಾಲ್ಮೀಕಿ ಪರಿಶಿಷ್ಟ ಪಂಗಡಗಳ ಅಭಿವೃದ್ಧಿ ನಿಗಮ ನಿಯಮಿತದ ಅಧ್ಯಕ್ಷರು ಹಾಗೂ ರಾಯಚೂರು ಗ್ರಾಮಾಂತರ ಕ್ಷೇತ್ರದ ಶಾಸಕರಾದ ಬಸನಗೌಡ ದದ್ದಲ್ ಅವರು ಆಗಸ್ಟ್ 6 ರಂದು ಬುಧವಾರ ರಾಯಚೂರು ಗ್ರಾಮೀಣ ಪ್ರದೇಶಗಳಲ್ಲಿ ಸಂಚಾರ ನಡೆಸಿದರು. ಗುಂಜಳ್ಳಿ ಗ್ರಾಮದ ಬಳಿ ನಿರ್ಮಾಣ ಹಂತದಲ್ಲಿರುವ 146 ಕೋಟಿ ರೂ. ವೆಚ್ಚದಲ್ಲಿ ಬಸವ ಸಾಗರ ಜಲಾಶಯದಿಂದ 9 ಕೆರೆಗಳನ್ನು ತುಂಬಿಸುವ ಏತ ನೀರಾವರಿ ಯೋಜನೆಯ ಕಾಮಗಾರಿ ಪರಿಶೀಲಿಸಿದರು. ರಾಯಚೂರು ಗ್ರಾಮೀಣ ಕ್ಷೇತ್ರದ ವ್ಯಾಪ್ತಿಯ ಚಿಕ್ಕಸುಗೂರು, ಗುಂಜಳ್ಳಿ, ಯರಗೇರಾ ಹಾಗೂ ಕಡಗಂದೊಡ್ಡಿ ಗ್ರಾಮಗಳಲ್ಲಿ ಕುಡಿಯುವ ನೀರು ಹಾಗೂ ಅಂತರ್ಜಲ ಮಟ್ಟ ಹೆಚ್ಚಿಸುವ ನಿಟ್ಟಿನಲ್ಲಿ ಕೆರೆಗಳನ್ನು ತುಂಬಿಸುವ ಕಾಮಗಾರಿ ಚುರುಕುಗೊಳಿಸುವಂತೆ ಅಧಿಕಾರಿಗಳಿಗೆ ಸೂಚಿಸಿದರು. ಈ ಸಂದರ್ಭದಲ್ಲಿ ಶಾಸಕರು ಮಾತನಾಡಿ, ರಾಯಚೂರು ಗ್ರಾಮೀಣ ಕ್ಷೇತ್ರದ 9 ಕೆರೆಗಳನ್ನು ತುಂಬಿಸುವ ಈ ಯೋಜನೆಯಿಂದ ರೈತರ ಹೊಲಗಳಿಗೆ, ಕೆರೆಗಳಿಗೆ ಹಾಗೂ ಕುಡಿಯುವ ನೀರಿನ ಸಮಸ್ಯೆ ನೀಗಲಿದೆ. ಈ ಕಾಮಗಾರಿಯಲ್ಲಿ ಗುಣಮಟ್ಟ ಕಾಯ್ದುಕೊಂಡು ಶೀಘ್ರದಲ್ಲೇ ಪೂರ್ಣಗೊಳಿಸಬೇಕು ಎಂದು ಹೇಳಿದರು. ಗುಂಜಳ್ಳಿ ಕೆರೆ, ಬಿಜನಗೇರಾ 1 ಕೆರೆ, ಗೋಡಿಹಾಳ್ ಕೆರೆ, ಯರಗೇರಾ-1 ಕೆರೆ, ಯರಗೇರಾ-2 ಕೆರೆ,: [514, 1935, 847, 2167]
- supreme-court-graphic: [514, 484, 741, 726]
